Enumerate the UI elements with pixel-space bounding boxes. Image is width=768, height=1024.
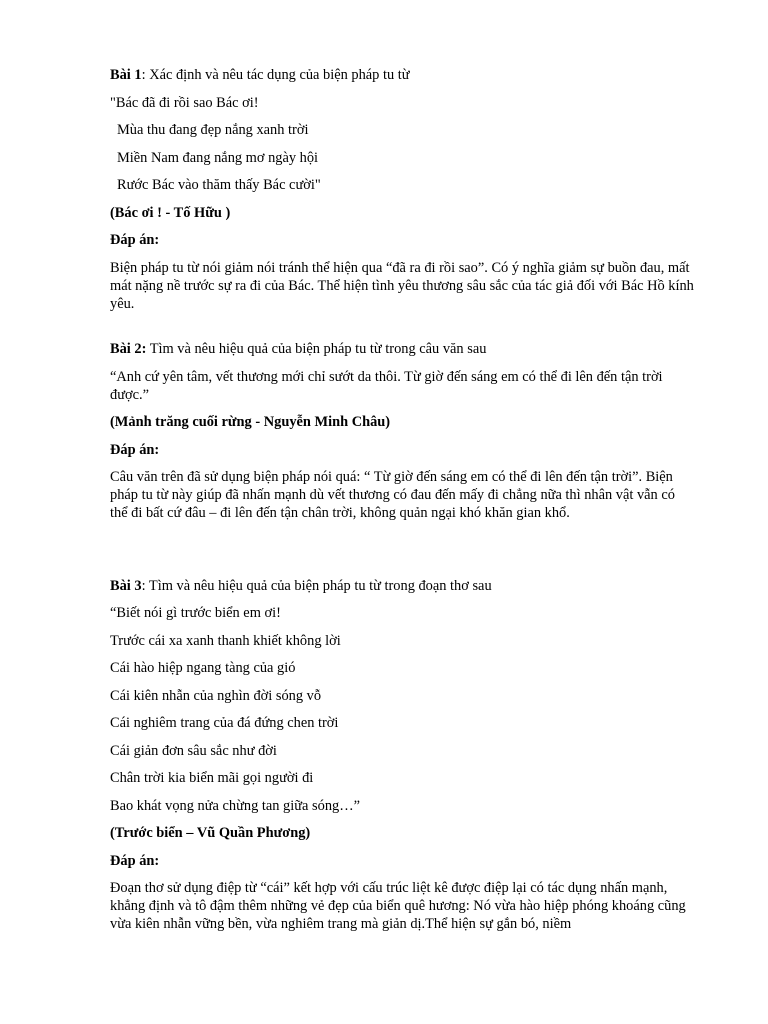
exercise-1-heading bbox=[110, 66, 695, 84]
exercise-1-answer-label: Đáp án: bbox=[110, 232, 160, 248]
poem-line: “Biết nói gì trước biển em ơi! bbox=[110, 605, 281, 621]
exercise-2-source: (Mảnh trăng cuối rừng - Nguyễn Minh Châu) bbox=[110, 414, 391, 430]
exercise-3-label: Bài 3 bbox=[110, 577, 142, 594]
poem-line: Chân trời kia biển mãi gọi người đi bbox=[110, 770, 314, 786]
spacer bbox=[110, 322, 695, 340]
exercise-1-label: Bài 1 bbox=[110, 67, 142, 83]
poem-line: Cái giản đơn sâu sắc như đời bbox=[110, 742, 277, 759]
poem-line: Trước cái xa xanh thanh khiết không lời bbox=[110, 632, 341, 649]
document-page bbox=[110, 66, 695, 943]
exercise-1-answer: Biện pháp tu từ nói giảm nói tránh thể hiện qua “đã ra đi rồi sao”. Có ý nghĩa giảm sự buồn đau, mất mát nặng nề trước sự ra đi của Bác. Thể hiện tình yêu thương sâu sắc của tác giả đối với Bác Hồ kính yêu. bbox=[110, 259, 694, 312]
spacer bbox=[110, 532, 695, 577]
poem-line: Bao khát vọng nửa chừng tan giữa sóng…” bbox=[110, 797, 361, 814]
exercise-2-heading bbox=[110, 340, 695, 358]
exercise-2-label: Bài 2: bbox=[110, 341, 147, 357]
poem-line: "Bác đã đi rồi sao Bác ơi! bbox=[110, 94, 259, 111]
exercise-3-instruction: : Tìm và nêu hiệu quả của biện pháp tu từ trong đoạn thơ sau bbox=[141, 577, 492, 594]
exercise-3-answer-label: Đáp án: bbox=[110, 852, 160, 869]
exercise-1-instruction: : Xác định và nêu tác dụng của biện pháp tu từ bbox=[141, 67, 410, 83]
exercise-2-answer-label: Đáp án: bbox=[110, 441, 160, 458]
poem-line: Cái kiên nhẫn của nghìn đời sóng vỗ bbox=[110, 687, 322, 704]
exercise-3-source: (Trước biển – Vũ Quần Phương) bbox=[110, 825, 311, 841]
exercise-2-answer: Câu văn trên đã sử dụng biện pháp nói quá: “ Từ giờ đến sáng em có thể đi lên đến tận trời”. Biện pháp tu từ này giúp đã nhấn mạnh dù vết thương có đau đến mấy đi chẳng nữa thì nhân vật vẫn có thể đi bất cứ đâu – đi lên đến tận chân trời, không quản ngại khó khăn gian khổ. bbox=[110, 469, 675, 521]
poem-line: Rước Bác vào thăm thấy Bác cười" bbox=[117, 177, 321, 193]
exercise-2-quote: “Anh cứ yên tâm, vết thương mới chỉ sướt da thôi. Từ giờ đến sáng em có thể đi lên đến tận trời được.” bbox=[110, 368, 663, 403]
poem-line: Cái nghiêm trang của đá đứng chen trời bbox=[110, 715, 339, 731]
poem-line: Miền Nam đang nắng mơ ngày hội bbox=[117, 149, 319, 166]
exercise-2-instruction: Tìm và nêu hiệu quả của biện pháp tu từ trong câu văn sau bbox=[146, 341, 487, 357]
exercise-3-answer: Đoạn thơ sử dụng điệp từ “cái” kết hợp với cấu trúc liệt kê được điệp lại có tác dụng nhấn mạnh, khẳng định và tô đậm thêm những vẻ đẹp của biển quê hương: Nó vừa hào hiệp phóng khoáng cũng vừa kiên nhẫn vững bền, vừa nghiêm trang mà giản dị.Thể hiện sự gắn bó, niềm bbox=[110, 880, 686, 932]
poem-line: Cái hào hiệp ngang tàng của gió bbox=[110, 660, 296, 676]
exercise-1-source: (Bác ơi ! - Tố Hữu ) bbox=[110, 204, 231, 221]
exercise-3-heading bbox=[110, 577, 695, 595]
poem-line: Mùa thu đang đẹp nắng xanh trời bbox=[117, 122, 309, 138]
